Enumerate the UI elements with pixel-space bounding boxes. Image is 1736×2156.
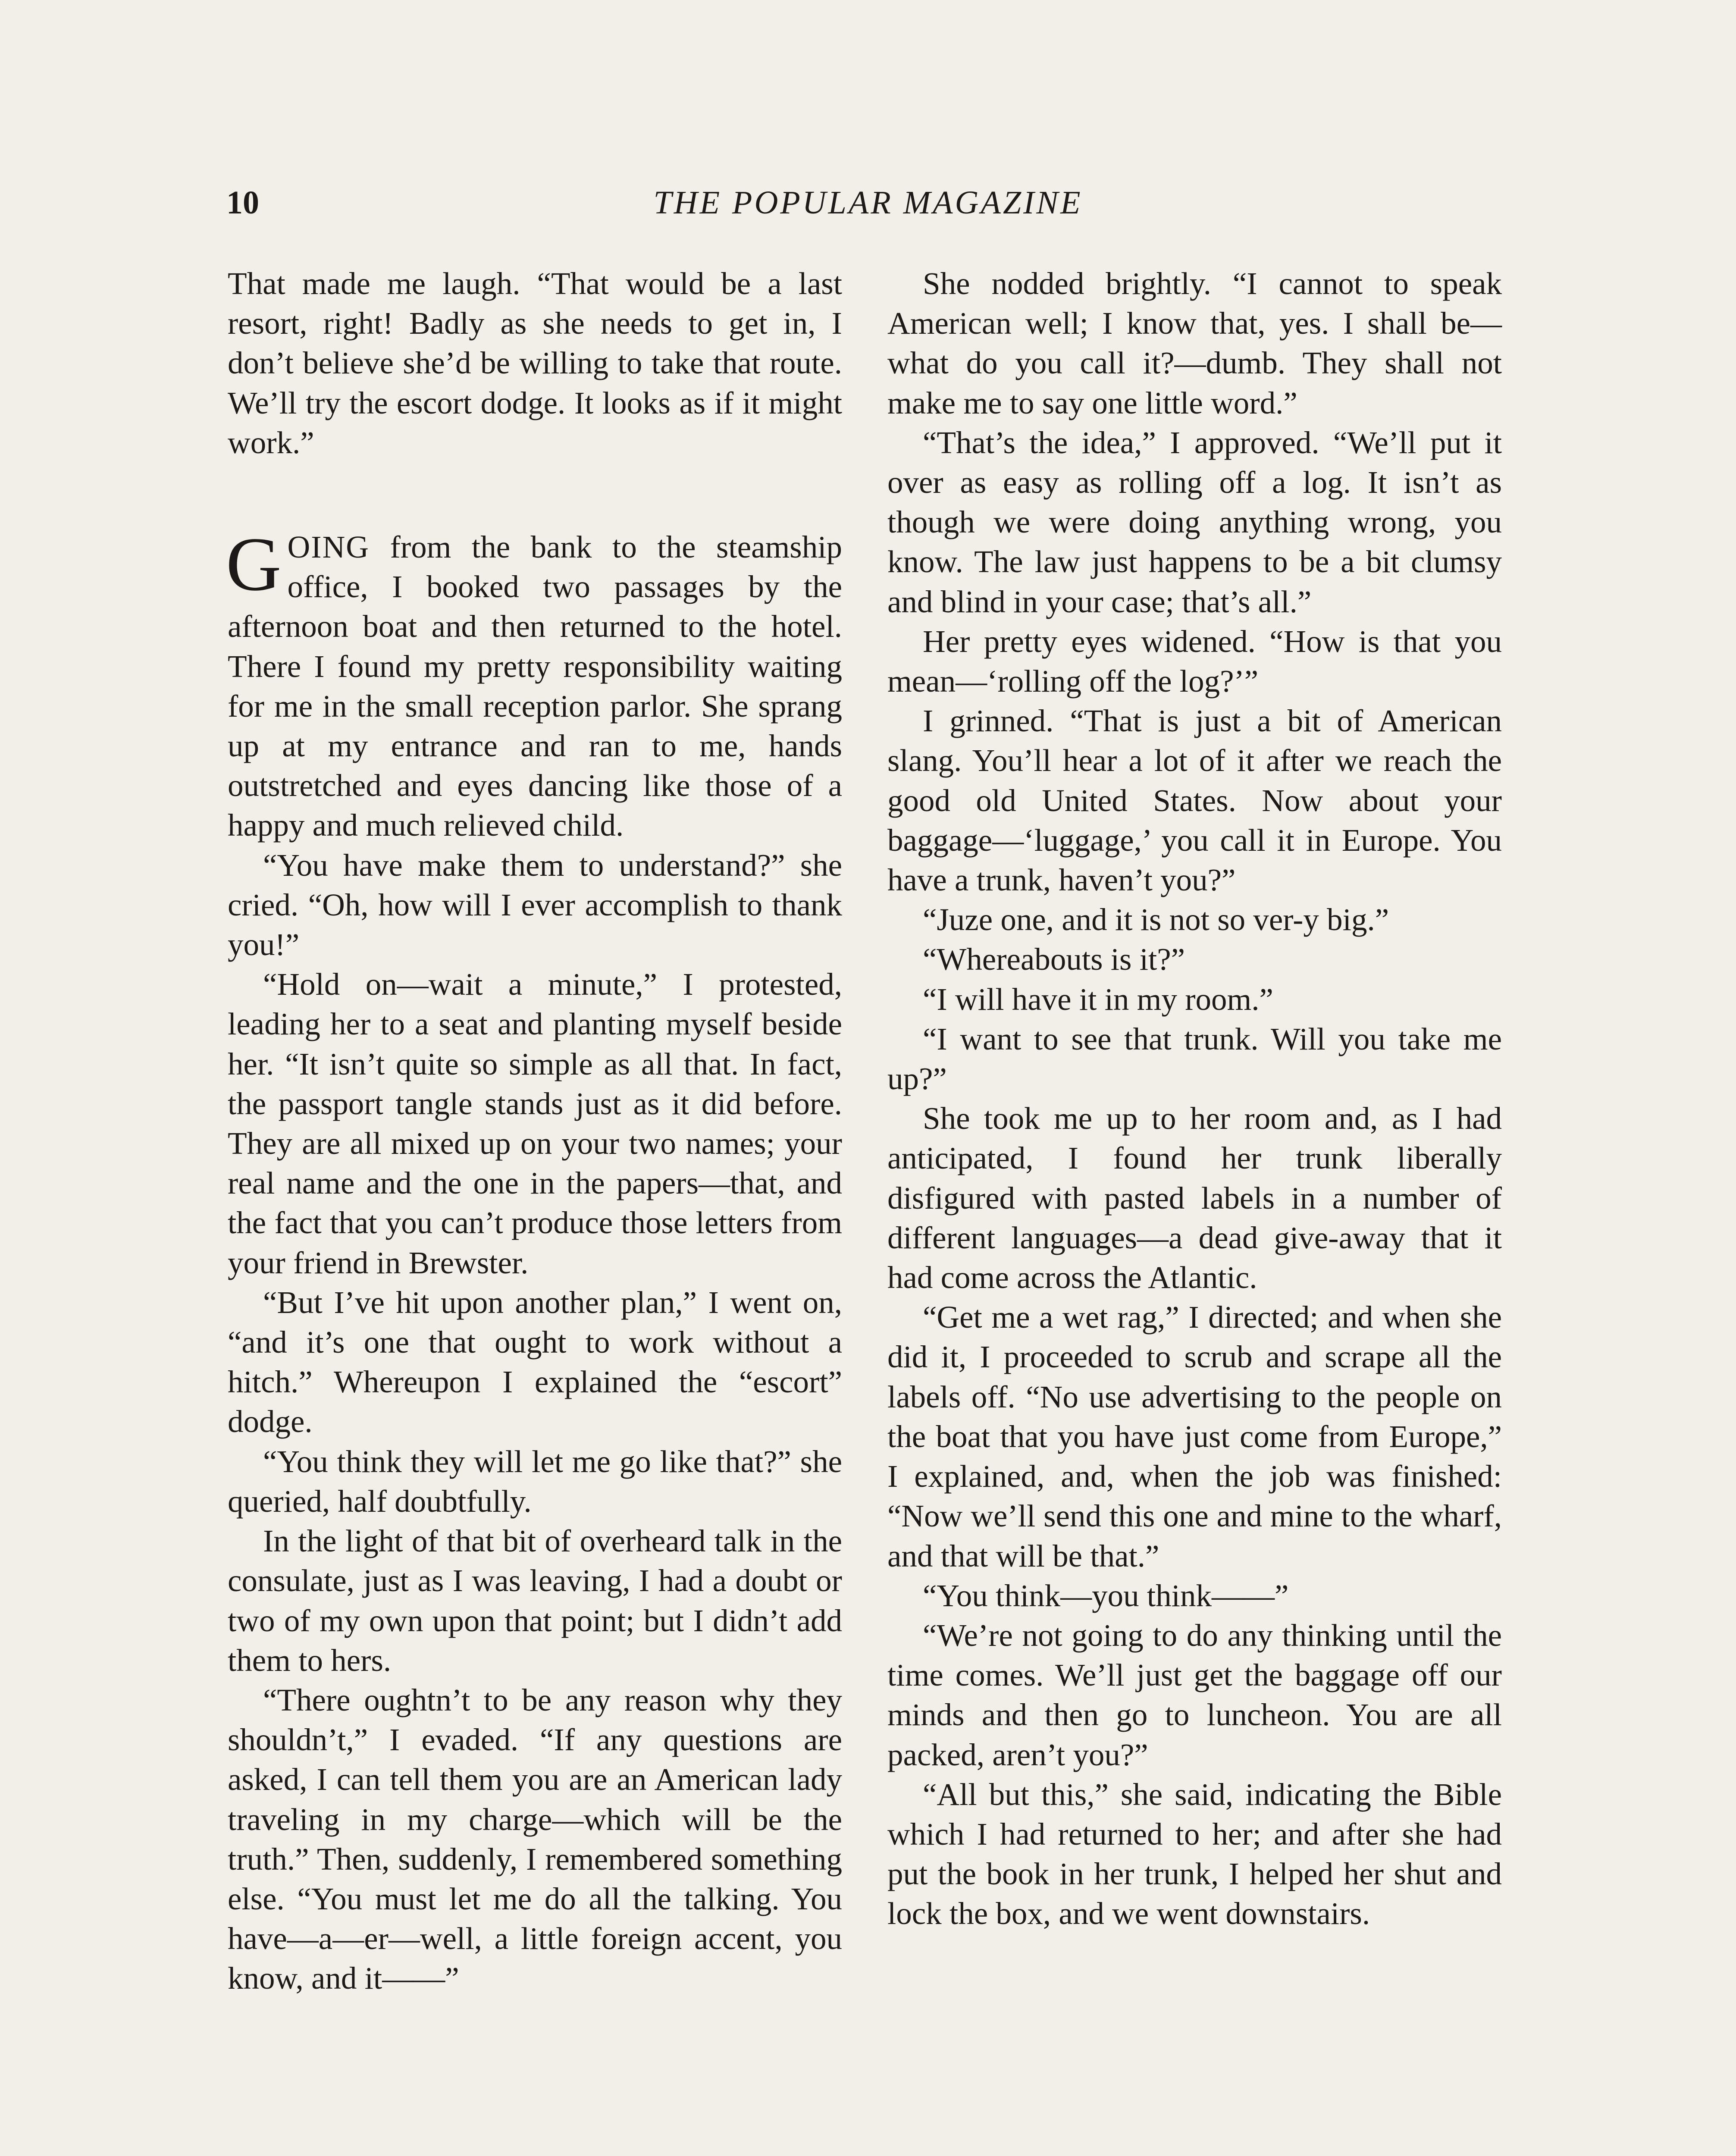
- paragraph: “That’s the idea,” I approved. “We’ll put it over as easy as rolling off a log. It isn’t as though we were doing anything wrong, you know. The law just happens to be a bit clumsy and blind in your case; that’s all.”: [887, 425, 1502, 619]
- paragraph: That made me laugh. “That would be a last resort, right! Badly as she needs to get in, I don’t believe she’d be willing to take that route. We’ll try the escort dodge. It looks as if it might work.”: [228, 266, 842, 460]
- paragraph: “All but this,” she said, indicating the Bible which I had returned to her; and after she had put the book in her trunk, I helped her shut and lock the box, and we went downstairs.: [887, 1777, 1502, 1931]
- paragraph: “There oughtn’t to be any reason why they shouldn’t,” I evaded. “If any questions are asked, I can tell them you are an American lady traveling in my charge—which will be the truth.” Then, suddenly, I remembered something else. “You must let me do all the talking. You have—a—er—well, a little foreign accent, you know, and it——”: [228, 1682, 842, 1996]
- right-column: [887, 264, 1502, 1934]
- paragraph: “I will have it in my room.”: [923, 981, 1273, 1017]
- paragraph: In the light of that bit of overheard talk in the consulate, just as I was leaving, I had a doubt or two of my own upon that point; but I didn’t add them to hers.: [228, 1523, 842, 1678]
- section-opening-paragraph: [226, 521, 842, 846]
- paragraph: “You have make them to understand?” she cried. “Oh, how will I ever accomplish to thank you!”: [228, 847, 842, 962]
- paragraph: “Get me a wet rag,” I directed; and when she did it, I proceeded to scrub and scrape all the labels off. “No use advertising to the people on the boat that you have just come from Europe,” I explained, and, when the job was finished: “Now we’ll send this one and mine to the wharf, and that will be that.”: [887, 1300, 1502, 1573]
- paragraph-text: from the bank to the steamship office, I booked two passages by the afternoon boat and then returned to the hotel. There I found my pretty responsibility waiting for me in the small reception parlor. She sprang up at my entrance and ran to me, hands outstretched and eyes dancing like those of a happy and much relieved child.: [228, 530, 842, 843]
- paragraph: She took me up to her room and, as I had anticipated, I found her trunk liberally disfigured with pasted labels in a number of different languages—a dead give-away that it had come across the Atlantic.: [887, 1101, 1502, 1295]
- small-caps-lead: OING: [287, 530, 370, 565]
- paragraph: “Whereabouts is it?”: [923, 942, 1185, 977]
- page-header: [0, 181, 1736, 237]
- paragraph: “We’re not going to do any thinking until the time comes. We’ll just get the baggage off our minds and then go to luncheon. You are all packed, aren’t you?”: [887, 1617, 1502, 1772]
- running-head: THE POPULAR MAGAZINE: [653, 185, 1083, 221]
- paragraph: Her pretty eyes widened. “How is that you mean—‘rolling off the log?’”: [887, 624, 1502, 699]
- paragraph: I grinned. “That is just a bit of American slang. You’ll hear a lot of it after we reach the good old United States. Now about your baggage—‘luggage,’ you call it in Europe. You have a trunk, haven’t you?”: [887, 703, 1502, 898]
- paragraph: “Juze one, and it is not so ver-y big.”: [923, 902, 1389, 937]
- paragraph: “You think they will let me go like that?” she queried, half doubtfully.: [228, 1444, 842, 1519]
- paragraph: She nodded brightly. “I cannot to speak American well; I know that, yes. I shall be—what do you call it?—dumb. They shall not make me to say one little word.”: [887, 266, 1502, 420]
- paragraph: “Hold on—wait a minute,” I protested, leading her to a seat and planting myself beside her. “It isn’t quite so simple as all that. In fact, the passport tangle stands just as it did before. They are all mixed up on your two names; your real name and the one in the papers—that, and the fact that you can’t produce those letters from your friend in Brewster.: [228, 967, 842, 1280]
- paragraph: “I want to see that trunk. Will you take me up?”: [887, 1021, 1502, 1097]
- left-column: [228, 264, 842, 1999]
- paragraph: “You think—you think——”: [923, 1578, 1289, 1613]
- drop-cap: G: [226, 521, 282, 607]
- page-number: 10: [226, 185, 259, 221]
- paragraph: “But I’ve hit upon another plan,” I went on, “and it’s one that ought to work without a hitch.” Whereupon I explained the “escort” dodge.: [228, 1285, 842, 1439]
